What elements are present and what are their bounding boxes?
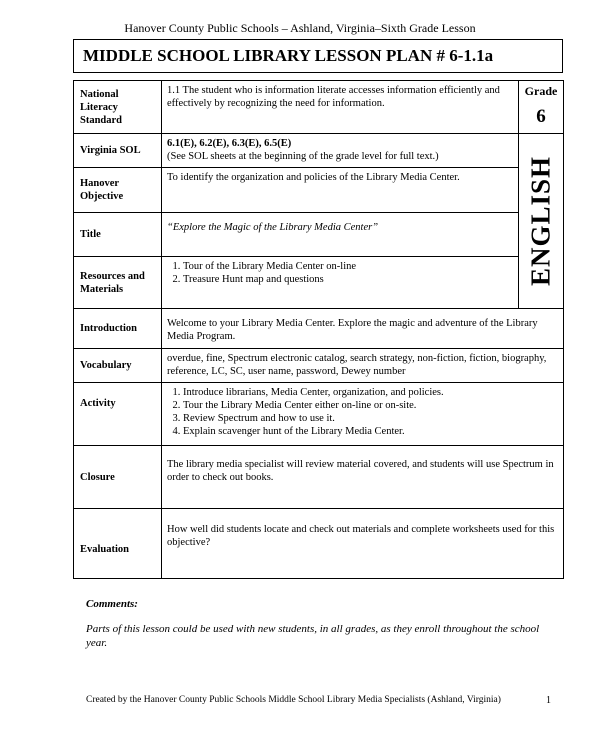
- list-item: 2. Treasure Hunt map and questions: [183, 273, 513, 286]
- title-label: Title: [74, 213, 162, 257]
- resources-label: Resources and Materials: [74, 257, 162, 309]
- national-standard-text: 1.1 The student who is information literate accesses information efficiently and effectively by recognizing the need for information.: [162, 81, 519, 134]
- page-footer: Created by the Hanover County Public Schools Middle School Library Media Specialists (Ashland, Virginia): [86, 695, 501, 705]
- grade-box: [519, 81, 564, 134]
- list-item: 3. Review Spectrum and how to use it.: [183, 412, 558, 425]
- subject-label: ENGLISH: [525, 155, 556, 287]
- hanover-objective-label: Hanover Objective: [74, 168, 162, 213]
- virginia-sol-codes: 6.1(E), 6.2(E), 6.3(E), 6.5(E): [167, 138, 292, 149]
- row-activity: [74, 383, 564, 446]
- list-item: 1. Tour of the Library Media Center on-line: [183, 260, 513, 273]
- introduction-text: Welcome to your Library Media Center. Explore the magic and adventure of the Library Media Program.: [162, 309, 564, 349]
- grade-label: Grade: [524, 84, 558, 98]
- subject-box: [519, 134, 564, 309]
- document-header: Hanover County Public Schools – Ashland, Virginia–Sixth Grade Lesson: [124, 21, 476, 35]
- vocabulary-label: Vocabulary: [74, 349, 162, 383]
- comments-section: [86, 598, 556, 650]
- row-evaluation: [74, 509, 564, 579]
- closure-label: Closure: [74, 446, 162, 509]
- closure-text: The library media specialist will review material covered, and students will use Spectrum in order to check out books.: [162, 446, 564, 509]
- grade-value: 6: [536, 106, 546, 127]
- row-national-standard: [74, 81, 564, 134]
- virginia-sol-note: (See SOL sheets at the beginning of the grade level for full text.): [167, 151, 439, 162]
- row-hanover-objective: [74, 168, 564, 213]
- row-closure: [74, 446, 564, 509]
- row-title: [74, 213, 564, 257]
- comments-text: Parts of this lesson could be used with new students, in all grades, as they enroll throughout the school year.: [86, 623, 540, 649]
- row-virginia-sol: [74, 134, 564, 168]
- list-item: 4. Explain scavenger hunt of the Library Media Center.: [183, 425, 558, 438]
- page-number: 1: [546, 695, 551, 706]
- row-vocabulary: [74, 349, 564, 383]
- virginia-sol-label: Virginia SOL: [74, 134, 162, 168]
- vocabulary-text: overdue, fine, Spectrum electronic catalog, search strategy, non-fiction, fiction, biography, reference, LC, SC, user name, password, Dewey number: [162, 349, 564, 383]
- evaluation-text: How well did students locate and check out materials and complete worksheets used for this objective?: [162, 509, 564, 579]
- lesson-plan-title: MIDDLE SCHOOL LIBRARY LESSON PLAN # 6-1.1a: [73, 39, 563, 73]
- activity-list: [167, 386, 558, 438]
- lesson-plan-table: [73, 80, 564, 579]
- introduction-label: Introduction: [74, 309, 162, 349]
- list-item: 1. Introduce librarians, Media Center, organization, and policies.: [183, 386, 558, 399]
- row-resources: [74, 257, 564, 309]
- resources-list: [167, 260, 513, 286]
- comments-label: Comments:: [86, 598, 138, 610]
- list-item: 2. Tour the Library Media Center either on-line or on-site.: [183, 399, 558, 412]
- hanover-objective-text: To identify the organization and policies of the Library Media Center.: [162, 168, 519, 213]
- national-standard-label: National Literacy Standard: [74, 81, 162, 134]
- row-introduction: [74, 309, 564, 349]
- activity-label: Activity: [74, 383, 162, 446]
- evaluation-label: Evaluation: [74, 509, 162, 579]
- title-text: “Explore the Magic of the Library Media Center”: [162, 213, 519, 257]
